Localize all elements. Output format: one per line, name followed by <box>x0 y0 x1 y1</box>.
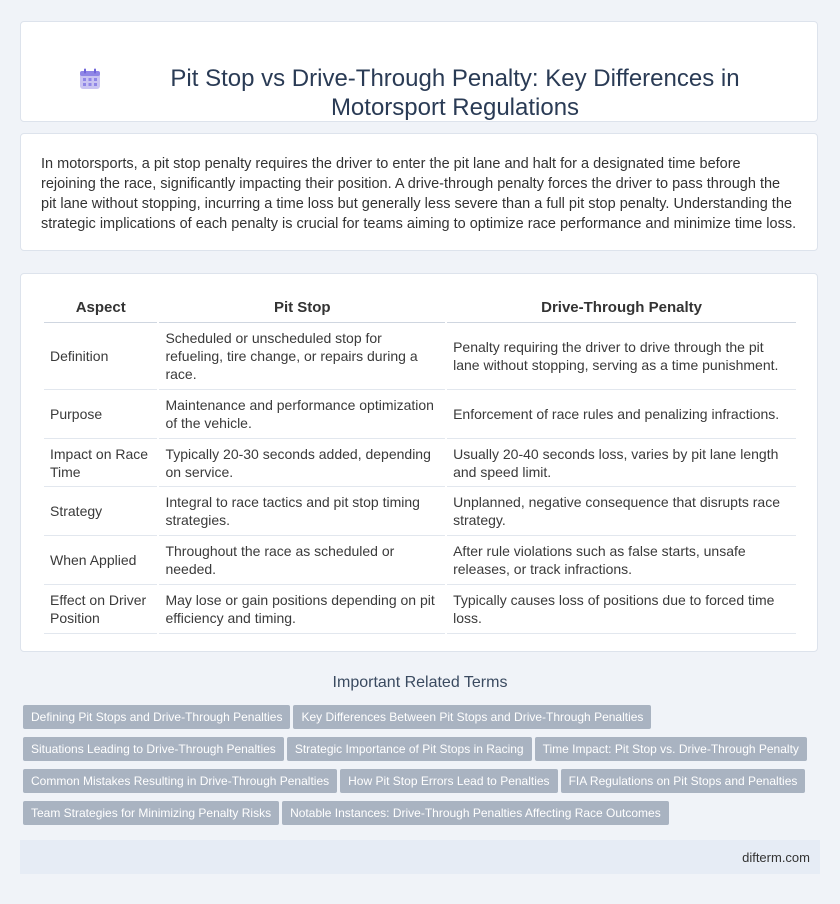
table-cell: Unplanned, negative consequence that disrupts race strategy. <box>447 487 796 536</box>
related-term-tag[interactable]: Situations Leading to Drive-Through Penalties <box>23 737 284 761</box>
table-cell: Effect on Driver Position <box>44 585 157 634</box>
related-term-tag[interactable]: Notable Instances: Drive-Through Penalties Affecting Race Outcomes <box>282 801 669 825</box>
comparison-table-card <box>20 273 818 652</box>
table-row <box>44 390 796 439</box>
footer-site-link[interactable]: difterm.com <box>742 850 810 865</box>
table-cell: Purpose <box>44 390 157 439</box>
related-term-tag[interactable]: Defining Pit Stops and Drive-Through Penalties <box>23 705 290 729</box>
table-cell: Penalty requiring the driver to drive through the pit lane without stopping, serving as a time punishment. <box>447 323 796 390</box>
table-cell: Typically causes loss of positions due to forced time loss. <box>447 585 796 634</box>
table-cell: Enforcement of race rules and penalizing infractions. <box>447 390 796 439</box>
table-cell: Scheduled or unscheduled stop for refueling, tire change, or repairs during a race. <box>159 323 445 390</box>
comparison-table <box>42 294 798 634</box>
table-cell: May lose or gain positions depending on pit efficiency and timing. <box>159 585 445 634</box>
related-term-tag[interactable]: Key Differences Between Pit Stops and Drive-Through Penalties <box>293 705 651 729</box>
table-cell: After rule violations such as false starts, unsafe releases, or track infractions. <box>447 536 796 585</box>
table-header-row <box>44 294 796 323</box>
related-term-tag[interactable]: Common Mistakes Resulting in Drive-Through Penalties <box>23 769 337 793</box>
related-term-tag[interactable]: Time Impact: Pit Stop vs. Drive-Through Penalty <box>535 737 807 761</box>
table-row <box>44 585 796 634</box>
table-cell: Strategy <box>44 487 157 536</box>
table-cell: Usually 20-40 seconds loss, varies by pit lane length and speed limit. <box>447 439 796 487</box>
related-term-tag[interactable]: FIA Regulations on Pit Stops and Penalties <box>561 769 806 793</box>
table-cell: Maintenance and performance optimization of the vehicle. <box>159 390 445 439</box>
intro-paragraph: In motorsports, a pit stop penalty requires the driver to enter the pit lane and halt for a designated time before rejoining the race, significantly impacting their position. A drive-through penalty forces the driver to pass through the pit lane without stopping, incurring a time loss but generally less severe than a full pit stop penalty. Understanding the strategic implications of each penalty is crucial for teams aiming to optimize race performance and minimize time loss. <box>41 156 797 232</box>
table-row <box>44 439 796 487</box>
intro-card <box>20 133 818 251</box>
table-cell: Throughout the race as scheduled or needed. <box>159 536 445 585</box>
title-card <box>20 21 818 122</box>
table-cell: Definition <box>44 323 157 390</box>
table-cell: Typically 20-30 seconds added, depending on service. <box>159 439 445 487</box>
header-drive-through: Drive-Through Penalty <box>447 294 796 323</box>
table-row <box>44 323 796 390</box>
table-cell: Impact on Race Time <box>44 439 157 487</box>
related-term-tag[interactable]: How Pit Stop Errors Lead to Penalties <box>340 769 557 793</box>
table-cell: Integral to race tactics and pit stop timing strategies. <box>159 487 445 536</box>
related-terms-list <box>23 705 823 833</box>
calendar-icon <box>79 68 101 90</box>
table-row <box>44 487 796 536</box>
table-cell: When Applied <box>44 536 157 585</box>
related-term-tag[interactable]: Team Strategies for Minimizing Penalty Risks <box>23 801 279 825</box>
related-term-tag[interactable]: Strategic Importance of Pit Stops in Racing <box>287 737 532 761</box>
table-row <box>44 536 796 585</box>
page-title: Pit Stop vs Drive-Through Penalty: Key Differences in Motorsport Regulations <box>170 65 740 121</box>
footer <box>20 840 820 874</box>
related-terms-title: Important Related Terms <box>332 674 508 691</box>
header-pit-stop: Pit Stop <box>159 294 445 323</box>
header-aspect: Aspect <box>44 294 157 323</box>
